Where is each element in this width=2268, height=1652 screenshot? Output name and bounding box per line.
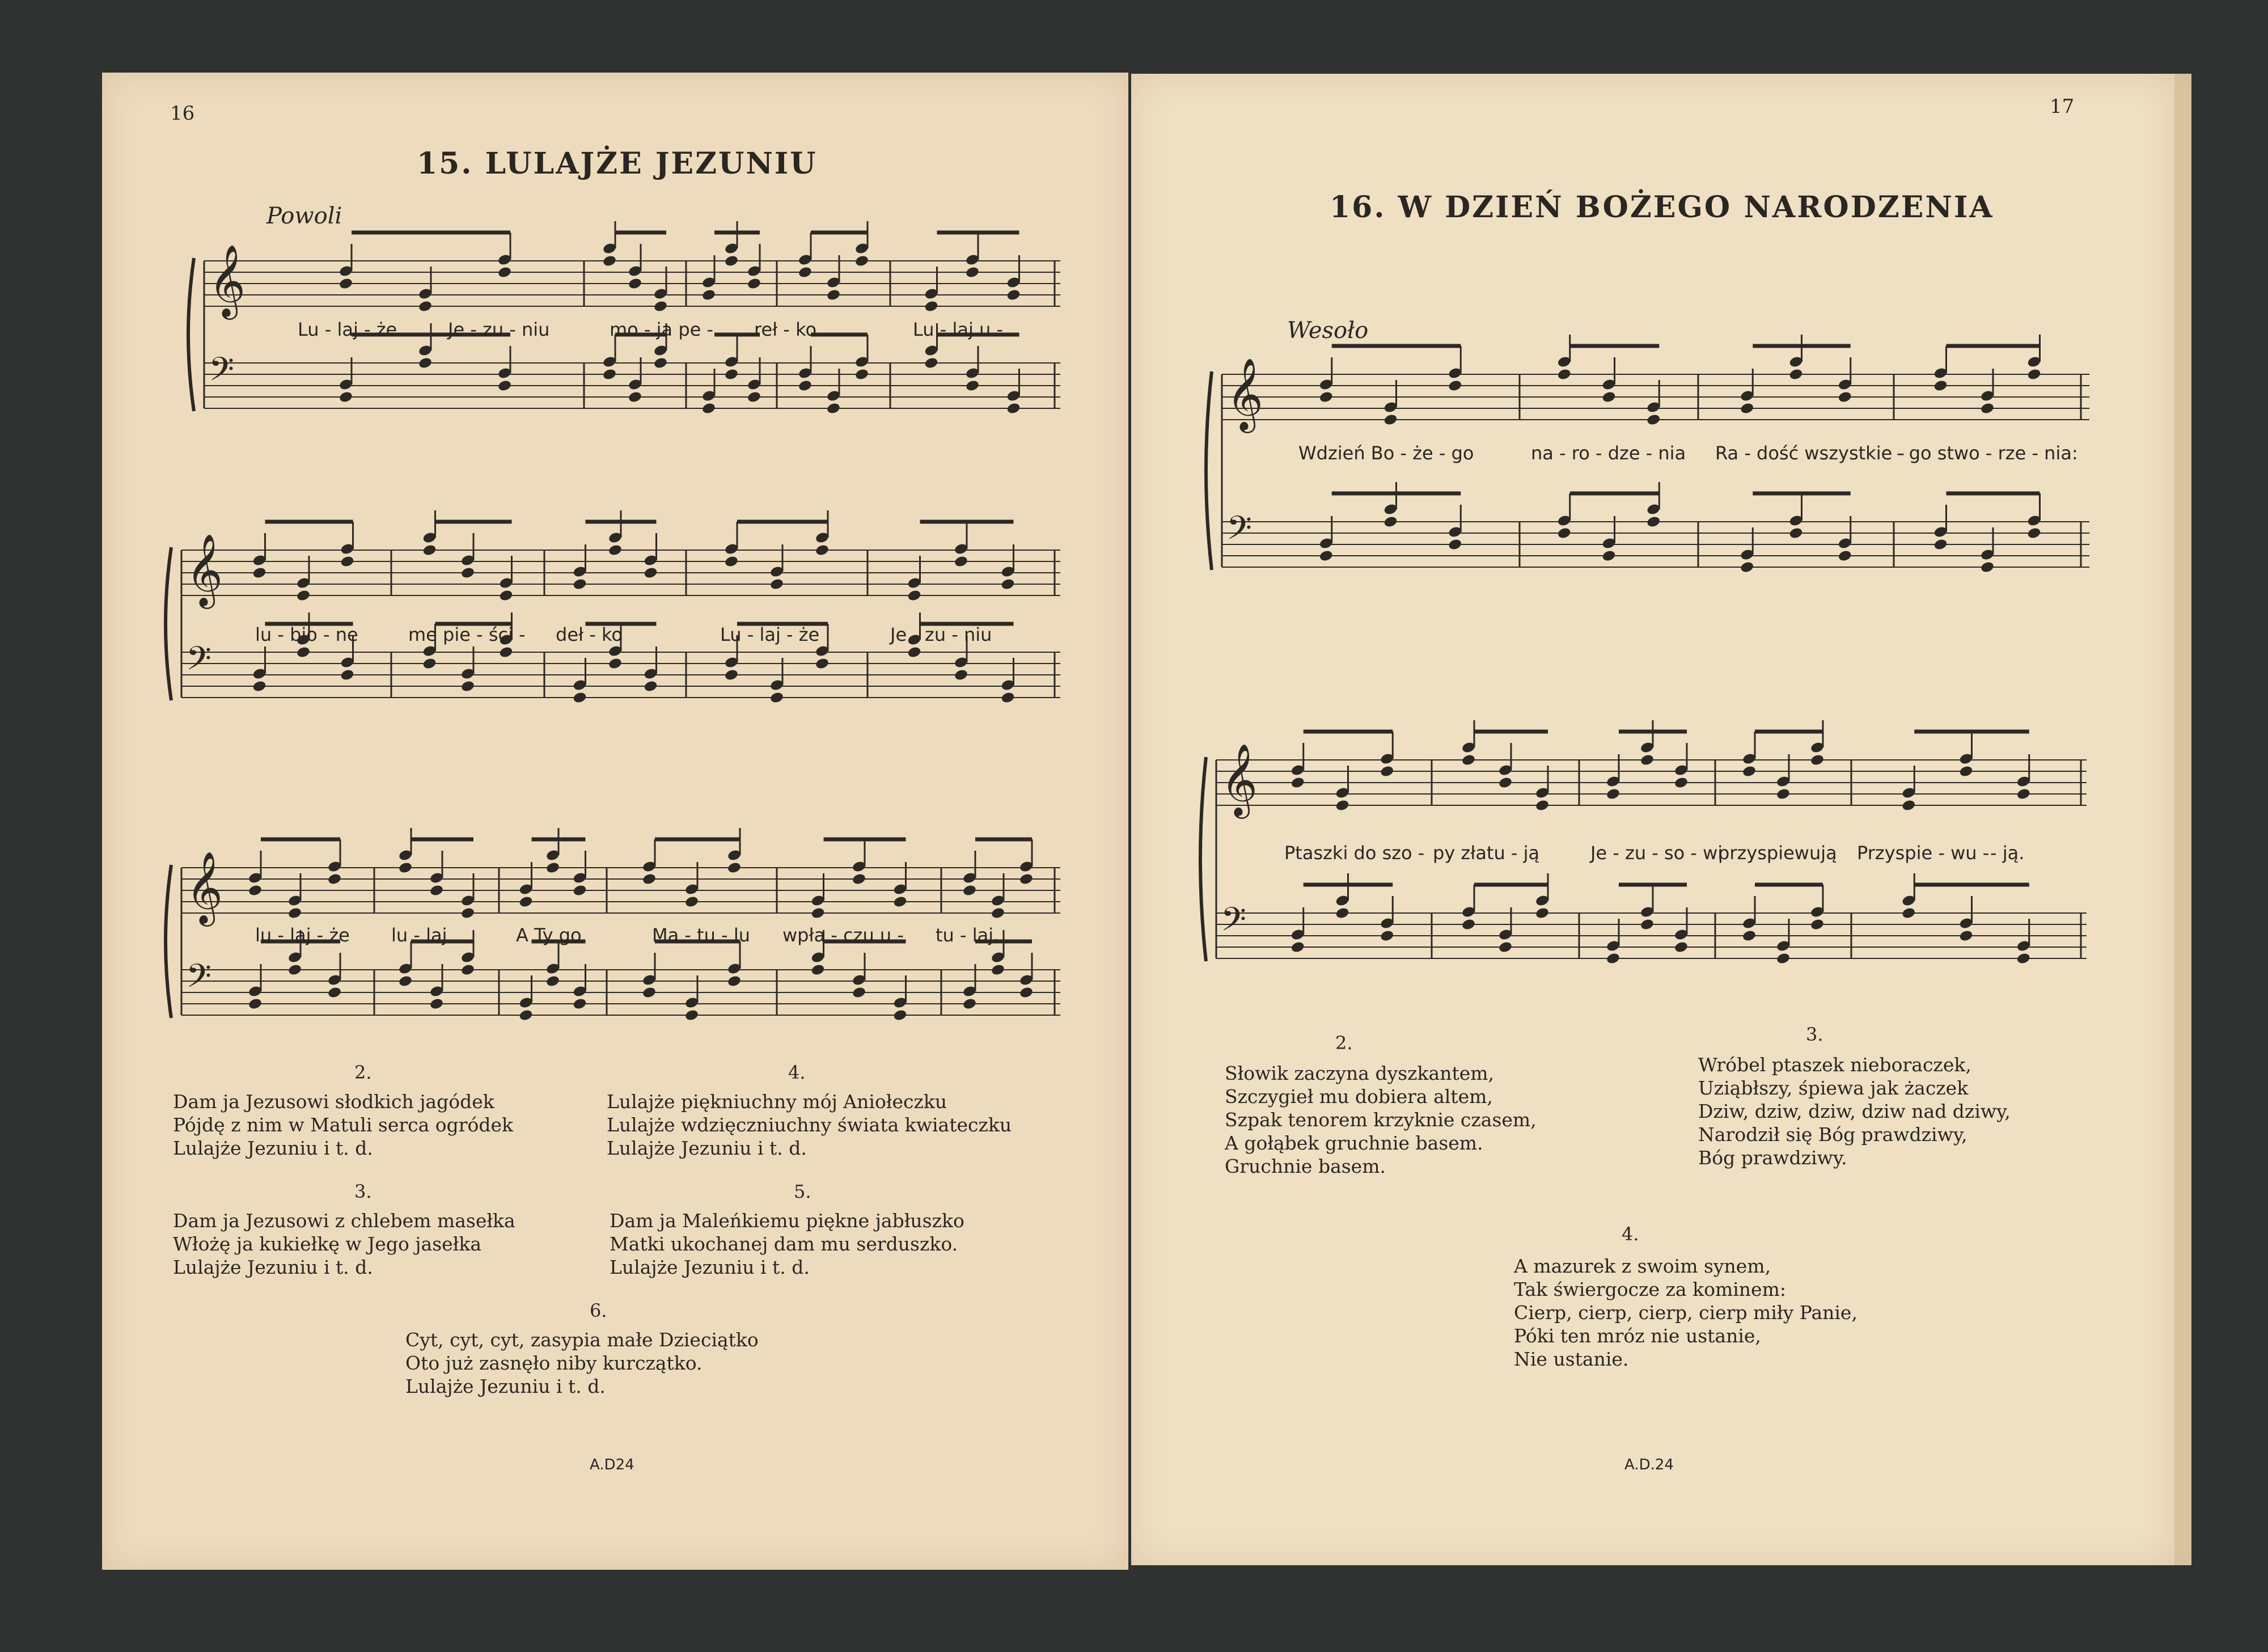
note-head	[518, 895, 533, 909]
note-head	[545, 861, 560, 874]
note-head	[769, 691, 784, 704]
system-brace	[166, 865, 171, 1018]
note-head	[1290, 941, 1305, 954]
note-head	[1601, 391, 1616, 404]
right-song-title: 16. W DZIEŃ BOŻEGO NARODZENIA	[1330, 190, 1994, 225]
note-head	[1742, 765, 1757, 778]
note-head	[1498, 941, 1513, 954]
note-head	[747, 391, 761, 404]
note-head	[252, 680, 266, 693]
grand-staff	[164, 845, 1060, 1049]
note-head	[1335, 907, 1349, 920]
note-head	[628, 277, 642, 290]
note-head	[1933, 538, 1948, 551]
treble-clef-icon: 𝄞	[1226, 357, 1264, 430]
verse-text: Dam ja Jezusowi z chlebem masełka Włożę ja kukiełkę w Jego jasełka Lulajże Jezuniu i t. d.	[173, 1210, 515, 1278]
system-brace	[1206, 371, 1212, 570]
verse-text: Cyt, cyt, cyt, zasypia małe Dzieciątko Oto już zasnęło niby kurczątko. Lulajże Jezuniu i t. d.	[405, 1329, 759, 1397]
right-system-2	[1199, 737, 2087, 975]
note-head	[418, 300, 433, 313]
note-head	[826, 402, 841, 415]
verse-number: 4.	[788, 1062, 806, 1083]
note-head	[684, 895, 699, 909]
verse-text: Słowik zaczyna dyszkantem, Szczygieł mu dobiera altem, Szpak tenorem krzyknie czasem, A gołąbek gruchnie basem. Gruchnie basem.	[1225, 1062, 1537, 1177]
treble-clef-icon: 𝄞	[1221, 743, 1258, 816]
lyric: tu - laj.	[936, 924, 1000, 946]
note-head	[1958, 929, 1973, 943]
note-head	[608, 657, 623, 670]
system-brace	[188, 258, 194, 411]
note-head	[1958, 765, 1973, 778]
lyric: - ją.	[1990, 842, 2025, 864]
note-head	[248, 998, 263, 1011]
note-head	[991, 907, 1005, 920]
note-head	[1448, 379, 1462, 392]
lyric: deł - ko	[556, 624, 623, 645]
note-head	[1788, 527, 1803, 540]
lyric: Przyspie - wu -	[1857, 842, 1990, 864]
left-page-number: 16	[170, 102, 195, 125]
lyric: Ptaszki do szo -	[1284, 842, 1425, 864]
note-head	[1461, 918, 1476, 931]
note-head	[1742, 929, 1757, 943]
note-head	[1776, 788, 1791, 801]
lyric: Ra - dość wszystkie -	[1715, 442, 1905, 464]
left-system-2	[164, 533, 1060, 726]
grand-staff	[1205, 346, 2089, 584]
note-head	[1601, 550, 1616, 563]
lyric: Wdzień Bo - że - go	[1298, 442, 1474, 464]
lyric: wpła - czu u -	[782, 924, 904, 946]
note-head	[1383, 413, 1398, 426]
note-head	[1380, 929, 1394, 943]
note-head	[608, 544, 623, 557]
right-tempo-marking: Wesoło	[1287, 318, 1369, 344]
lyric: lu - laj - że	[255, 924, 350, 946]
note-head	[684, 1009, 699, 1022]
note-head	[602, 368, 617, 381]
note-head	[724, 555, 739, 568]
verse-text: Wróbel ptaszek nieboraczek, Uziąbłszy, śpiewa jak żaczek Dziw, dziw, dziw, dziw nad dziwy, Narodził się Bóg prawdziwy, Bóg prawdziwy.	[1698, 1054, 2011, 1169]
note-head	[907, 589, 921, 602]
lyric: Lu - laj - że	[298, 319, 397, 340]
bass-clef-icon: 𝄢	[209, 350, 235, 396]
note-head	[498, 589, 513, 602]
note-head	[1933, 379, 1948, 392]
note-head	[1380, 765, 1394, 778]
lyric: A Ty go	[516, 924, 582, 946]
note-head	[724, 669, 739, 682]
note-head	[1006, 289, 1021, 302]
verse-number: 5.	[794, 1181, 811, 1202]
lyric: mo - ja pe -	[610, 319, 714, 340]
note-head	[724, 255, 739, 268]
note-head	[418, 357, 433, 370]
note-head	[1838, 391, 1852, 404]
note-head	[628, 391, 642, 404]
note-head	[2016, 788, 2031, 801]
bass-clef-icon: 𝄢	[1226, 509, 1253, 555]
verse-text: A mazurek z swoim synem, Tak świergocze za kominem: Cierp, cierp, cierp, cierp miły Panie, Póki ten mróz nie ustanie, Nie ustanie.	[1514, 1255, 1857, 1370]
system-brace	[166, 547, 171, 700]
verse-number: 2.	[354, 1062, 372, 1083]
note-head	[1901, 907, 1916, 920]
note-head	[727, 975, 742, 988]
note-head	[1810, 754, 1825, 767]
lyric: Je - zu - niu	[448, 319, 550, 340]
note-head	[701, 289, 716, 302]
note-head	[1290, 776, 1305, 789]
note-head	[1740, 402, 1754, 415]
note-head	[1006, 402, 1021, 415]
verse-number: 4.	[1622, 1223, 1639, 1245]
note-head	[1980, 402, 1995, 415]
note-head	[1980, 561, 1995, 574]
note-head	[1640, 918, 1655, 931]
note-head	[727, 861, 742, 874]
note-head	[1901, 799, 1916, 812]
lyric: reł - ko	[754, 319, 817, 340]
lyric: py złatu - ją	[1433, 842, 1540, 864]
note-head	[826, 289, 841, 302]
lyric: Ma - tu - lu	[652, 924, 750, 946]
treble-clef-icon: 𝄞	[186, 533, 223, 606]
note-head	[296, 589, 311, 602]
note-head	[398, 975, 413, 988]
bass-clef-icon: 𝄢	[186, 957, 212, 1003]
note-head	[1535, 799, 1550, 812]
note-head	[1498, 776, 1513, 789]
note-head	[422, 544, 437, 557]
note-head	[1788, 368, 1803, 381]
note-head	[1646, 516, 1661, 529]
bass-clef-icon: 𝄢	[186, 639, 212, 686]
note-head	[1838, 550, 1852, 563]
note-head	[798, 266, 813, 279]
note-head	[854, 368, 869, 381]
lyric: Je - zu - so - wi	[1590, 842, 1723, 864]
note-head	[991, 964, 1005, 977]
lyric: na - ro - dze - nia	[1531, 442, 1686, 464]
verse-text: Dam ja Jezusowi słodkich jagódek Pójdę z nim w Matuli serca ogródek Lulajże Jezuniu i t. d.	[173, 1091, 514, 1159]
note-head	[954, 669, 968, 682]
lyric: Lu - laj - że	[720, 624, 820, 645]
note-head	[852, 986, 866, 999]
left-footer-code: A.D24	[590, 1456, 634, 1473]
lyric: Je - zu - niu	[890, 624, 992, 645]
note-head	[653, 300, 668, 313]
note-head	[1019, 986, 1034, 999]
left-system-3	[164, 845, 1060, 1049]
note-head	[1776, 952, 1791, 965]
verse-number: 3.	[354, 1181, 372, 1202]
system-brace	[1200, 757, 1206, 961]
note-head	[1319, 550, 1334, 563]
right-footer-code: A.D.24	[1624, 1456, 1674, 1473]
treble-clef-icon: 𝄞	[209, 244, 246, 316]
note-head	[497, 379, 512, 392]
note-head	[1810, 918, 1825, 931]
lyric: me pie - ści -	[408, 624, 526, 645]
note-head	[545, 975, 560, 988]
note-head	[1448, 538, 1462, 551]
note-head	[429, 998, 444, 1011]
left-system-1	[187, 233, 1060, 425]
note-head	[460, 907, 475, 920]
bass-clef-icon: 𝄢	[1221, 900, 1247, 947]
note-head	[1674, 941, 1689, 954]
page-edge	[2174, 74, 2191, 1565]
note-head	[1000, 691, 1015, 704]
note-head	[572, 578, 587, 591]
lyric: lu - laj	[391, 924, 447, 946]
note-head	[653, 357, 668, 370]
note-head	[338, 277, 353, 290]
right-system-1	[1205, 346, 2089, 584]
note-head	[965, 266, 980, 279]
note-head	[2026, 527, 2041, 540]
note-head	[854, 255, 869, 268]
note-head	[724, 368, 739, 381]
note-head	[252, 567, 266, 580]
lyric: przyspiewują	[1718, 842, 1837, 864]
note-head	[962, 998, 977, 1011]
note-head	[954, 555, 968, 568]
note-head	[643, 680, 658, 693]
note-head	[1640, 754, 1655, 767]
note-head	[572, 691, 587, 704]
note-head	[1606, 788, 1620, 801]
note-head	[642, 873, 657, 886]
note-head	[769, 578, 784, 591]
verse-number: 2.	[1335, 1032, 1353, 1054]
note-head	[815, 544, 830, 557]
right-page-number: 17	[2050, 95, 2075, 118]
note-head	[810, 964, 825, 977]
note-head	[422, 657, 437, 670]
note-head	[602, 255, 617, 268]
left-tempo-marking: Powoli	[266, 203, 342, 229]
lyric: - go stwo - rze - nia:	[1897, 442, 2078, 464]
note-head	[327, 873, 342, 886]
note-head	[1557, 527, 1572, 540]
note-head	[701, 402, 716, 415]
note-head	[924, 300, 938, 313]
note-head	[1000, 578, 1015, 591]
note-head	[1461, 754, 1476, 767]
note-head	[398, 861, 413, 874]
note-head	[497, 266, 512, 279]
verse-number: 6.	[590, 1300, 607, 1321]
note-head	[340, 555, 354, 568]
note-head	[287, 964, 302, 977]
note-head	[815, 657, 830, 670]
note-head	[642, 986, 657, 999]
note-head	[1646, 413, 1661, 426]
verse-number: 3.	[1806, 1024, 1823, 1045]
note-head	[1383, 516, 1398, 529]
note-head	[1557, 368, 1572, 381]
note-head	[892, 1009, 907, 1022]
note-head	[2026, 368, 2041, 381]
note-head	[460, 964, 475, 977]
note-head	[1674, 776, 1689, 789]
note-head	[327, 986, 342, 999]
note-head	[852, 873, 866, 886]
note-head	[747, 277, 761, 290]
note-head	[907, 646, 921, 659]
treble-clef-icon: 𝄞	[186, 851, 223, 923]
note-head	[965, 379, 980, 392]
note-head	[1335, 799, 1349, 812]
note-head	[518, 1009, 533, 1022]
note-head	[810, 907, 825, 920]
note-head	[1740, 561, 1754, 574]
lyric: lu - bio - ne	[255, 624, 358, 645]
lyric: Lu - laj u -	[913, 319, 1003, 340]
note-head	[460, 680, 475, 693]
note-head	[1019, 873, 1034, 886]
note-head	[962, 884, 977, 897]
note-head	[572, 884, 587, 897]
note-head	[460, 567, 475, 580]
note-head	[498, 646, 513, 659]
note-head	[248, 884, 263, 897]
note-head	[338, 391, 353, 404]
note-head	[924, 357, 938, 370]
note-head	[1535, 907, 1550, 920]
note-head	[340, 669, 354, 682]
note-head	[2016, 952, 2031, 965]
note-head	[892, 895, 907, 909]
left-song-title: 15. LULAJŻE JEZUNIU	[417, 146, 818, 181]
note-head	[572, 998, 587, 1011]
note-head	[798, 379, 813, 392]
note-head	[287, 907, 302, 920]
verse-text: Dam ja Maleńkiemu piękne jabłuszko Matki ukochanej dam mu serduszko. Lulajże Jezuniu i t. d.	[610, 1210, 964, 1278]
note-head	[296, 646, 311, 659]
note-head	[429, 884, 444, 897]
note-head	[1319, 391, 1334, 404]
note-head	[1606, 952, 1620, 965]
verse-text: Lulajże piękniuchny mój Aniołeczku Lulajże wdzięczniuchny świata kwiateczku Lulajże Jezuniu i t. d.	[607, 1091, 1012, 1159]
note-head	[643, 567, 658, 580]
